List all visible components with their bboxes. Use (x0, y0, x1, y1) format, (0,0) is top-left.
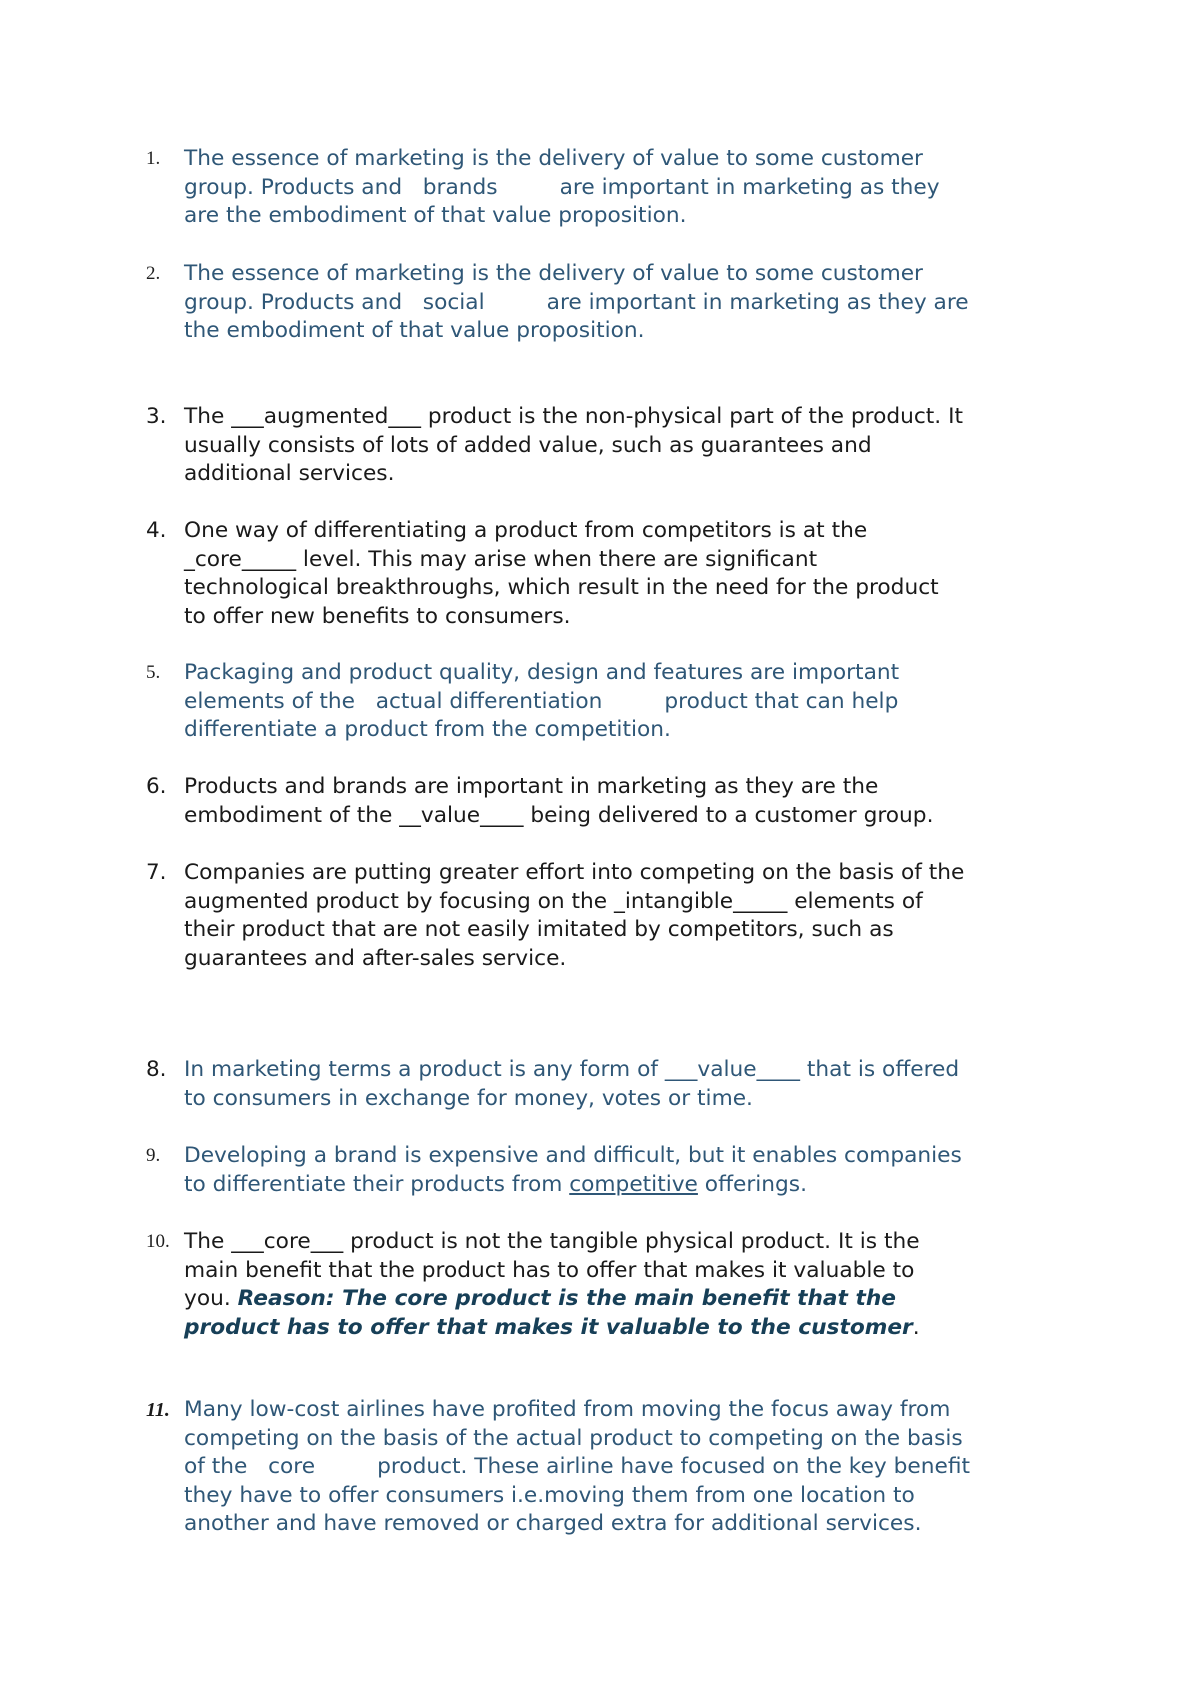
question-text (184, 1142, 1144, 1199)
question-number: 2. (146, 263, 161, 284)
reason-text: Reason: The core product is the main benefit that the (237, 1286, 896, 1311)
question-line: embodiment of the __value____ being delivered to a customer group. (184, 802, 934, 828)
question-line: augmented product by focusing on the _intangible_____ elements of (184, 888, 923, 914)
question-line: The ___augmented___ product is the non-physical part of the product. It (184, 404, 963, 429)
question-text (184, 403, 1144, 489)
question-text (184, 1228, 1144, 1342)
question-line-start: to differentiate their products from (184, 1171, 570, 1197)
question-line: main benefit that the product has to offer that makes it valuable to (184, 1257, 915, 1283)
question-line-start: you. (184, 1286, 238, 1311)
question-number: 1. (146, 148, 161, 169)
question-text (184, 1396, 1144, 1539)
question-line: of the core product. These airline have focused on the key benefit (184, 1454, 971, 1479)
question-line: group. Products and brands are important in marketing as they (184, 174, 940, 200)
question-text (184, 260, 1144, 346)
question-number: 6. (146, 774, 167, 799)
question-line: differentiate a product from the competition. (184, 717, 671, 742)
question-line: The essence of marketing is the delivery of value to some customer (184, 261, 923, 286)
question-line: Companies are putting greater effort into competing on the basis of the (184, 860, 965, 885)
question-line: One way of differentiating a product from competitors is at the (184, 518, 868, 543)
question-text (184, 859, 1144, 973)
question-line: The ___core___ product is not the tangible physical product. It is the (184, 1229, 920, 1254)
reason-text-continued: product has to offer that makes it valuable to the customer (184, 1314, 913, 1340)
question-number: 9. (146, 1145, 161, 1166)
question-line: to consumers in exchange for money, votes or time. (184, 1085, 753, 1111)
question-line: technological breakthroughs, which result in the need for the product (184, 575, 939, 600)
question-text (184, 773, 1144, 830)
question-line: another and have removed or charged extra for additional services. (184, 1511, 922, 1536)
question-line: elements of the actual differentiation product that can help (184, 688, 899, 714)
question-number: 3. (146, 404, 167, 429)
question-number: 7. (146, 860, 167, 885)
question-line: Packaging and product quality, design and features are important (184, 660, 900, 685)
question-line: they have to offer consumers i.e.moving them from one location to (184, 1482, 915, 1508)
question-line: In marketing terms a product is any form of ___value____ that is offered (184, 1057, 960, 1082)
question-line-end: offerings. (697, 1171, 808, 1197)
question-line: The essence of marketing is the delivery of value to some customer (184, 146, 923, 171)
question-line: additional services. (184, 461, 395, 486)
question-line: the embodiment of that value proposition. (184, 318, 645, 343)
question-line: to offer new benefits to consumers. (184, 603, 571, 629)
question-line: group. Products and social are important in marketing as they are (184, 289, 969, 315)
question-number: 5. (146, 662, 161, 683)
question-line: competing on the basis of the actual product to competing on the basis (184, 1425, 963, 1451)
question-number: 8. (146, 1057, 167, 1082)
question-text (184, 1056, 1144, 1113)
question-text (184, 517, 1144, 631)
question-line: Many low-cost airlines have profited from moving the focus away from (184, 1397, 951, 1422)
question-number: 4. (146, 518, 167, 543)
question-line: Products and brands are important in marketing as they are the (184, 774, 879, 799)
question-line: guarantees and after-sales service. (184, 945, 567, 971)
question-text (184, 145, 1144, 231)
reason-end: . (912, 1314, 920, 1340)
question-line: their product that are not easily imitated by competitors, such as (184, 917, 894, 942)
question-line: _core_____ level. This may arise when there are significant (184, 546, 818, 572)
question-number: 11. (146, 1399, 170, 1421)
underlined-word: competitive (569, 1171, 698, 1197)
question-line: usually consists of lots of added value, such as guarantees and (184, 432, 872, 458)
question-text (184, 659, 1144, 745)
question-line: Developing a brand is expensive and difficult, but it enables companies (184, 1143, 962, 1168)
question-line: are the embodiment of that value proposition. (184, 203, 687, 228)
question-number: 10. (146, 1231, 170, 1252)
